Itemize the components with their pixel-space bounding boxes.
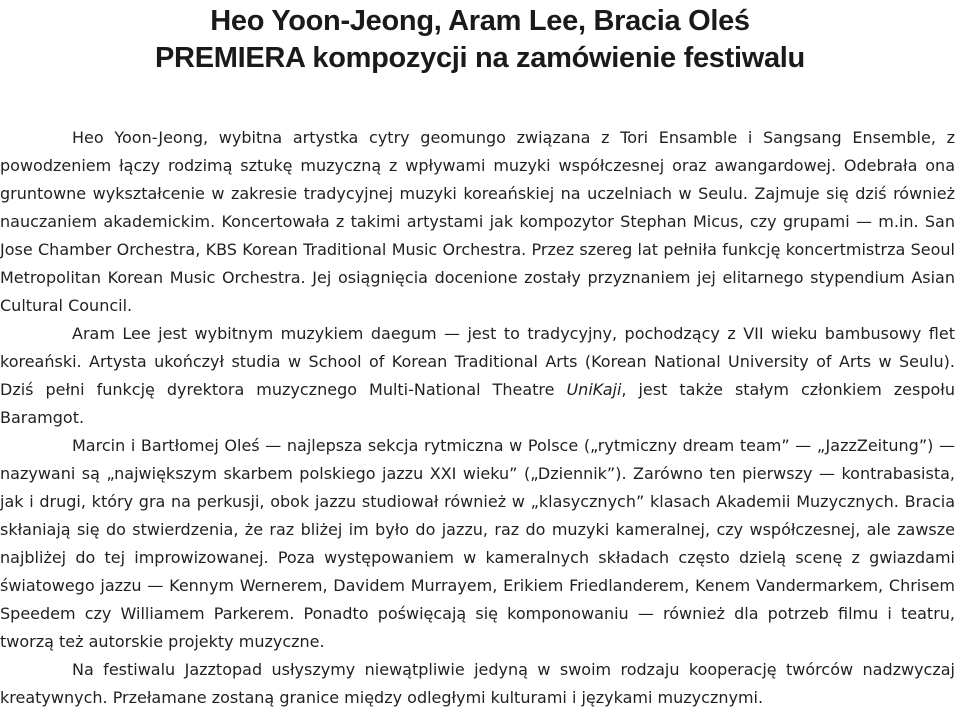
title-line-artists: Heo Yoon-Jeong, Aram Lee, Bracia Oleś <box>210 5 750 37</box>
paragraph-aram-lee-text: Aram Lee jest wybitnym muzykiem daegum — jest to tradycyjny, pochodzący z VII wieku bambusowy flet koreański. Artysta ukończył studia w School of Korean Traditional Arts (Korean National University of Arts w Seulu). Dziś pełni funkcję dyrektora muzycznego Multi-National Theatre <box>0 324 955 399</box>
paragraph-festival: Na festiwalu Jazztopad usłyszymy niewątpliwie jedyną w swoim rodzaju kooperację twórców nadzwyczaj kreatywnych. Przełamane zostaną granice między odległymi kulturami i językami muzycznymi. <box>0 660 955 707</box>
paragraph-heo-yoon-jeong: Heo Yoon-Jeong, wybitna artystka cytry geomungo związana z Tori Ensamble i Sangsang Ensemble, z powodzeniem łączy rodzimą sztukę muzyczną z wpływami muzyki współczesnej oraz awangardowej. Odebrała ona gruntowne wykształcenie w zakresie tradycyjnej muzyki koreańskiej na uczelniach w Seulu. Zajmuje się dziś również nauczaniem akademickim. Koncertowała z takimi artystami jak kompozytor Stephan Micus, czy grupami — m.in. San Jose Chamber Orchestra, KBS Korean Traditional Music Orchestra. Przez szereg lat pełniła funkcję koncertmistrza Seoul Metropolitan Korean Music Orchestra. Jej osiągnięcia docenione zostały przyznaniem jej elitarnego stypendium Asian Cultural Council. <box>0 128 955 315</box>
paragraph-aram-lee <box>0 320 955 432</box>
paragraph-aram-lee-text-end: , jest także stałym członkiem zespołu Baramgot. <box>0 380 955 427</box>
paragraph-oles-brothers: Marcin i Bartłomej Oleś — najlepsza sekcja rytmiczna w Polsce („rytmiczny dream team” — „JazzZeitung”) — nazywani są „największym skarbem polskiego jazzu XXI wieku” („Dziennik”). Zarówno ten pierwszy — kontrabasista, jak i drugi, który gra na perkusji, obok jazzu studiował również w „klasycznych” klasach Akademii Muzycznych. Bracia skłaniają się do stwierdzenia, że raz bliżej im było do jazzu, raz do muzyki kameralnej, czy współczesnej, ale zawsze najbliżej do tej improwizowanej. Poza występowaniem w kameralnych składach często dzielą scenę z gwiazdami światowego jazzu — Kennym Wernerem, Davidem Murrayem, Erikiem Friedlanderem, Kenem Vandermarkem, Chrisem Speedem czy Williamem Parkerem. Ponadto poświęcają się komponowaniu — również dla potrzeb filmu i teatru, tworzą też autorskie projekty muzyczne. <box>0 436 955 651</box>
document-title <box>0 0 960 77</box>
title-line-premiere: PREMIERA kompozycji na zamówienie festiwalu <box>155 42 805 74</box>
theatre-name-emphasis: UniKaji <box>566 380 622 399</box>
article-body <box>0 124 955 712</box>
